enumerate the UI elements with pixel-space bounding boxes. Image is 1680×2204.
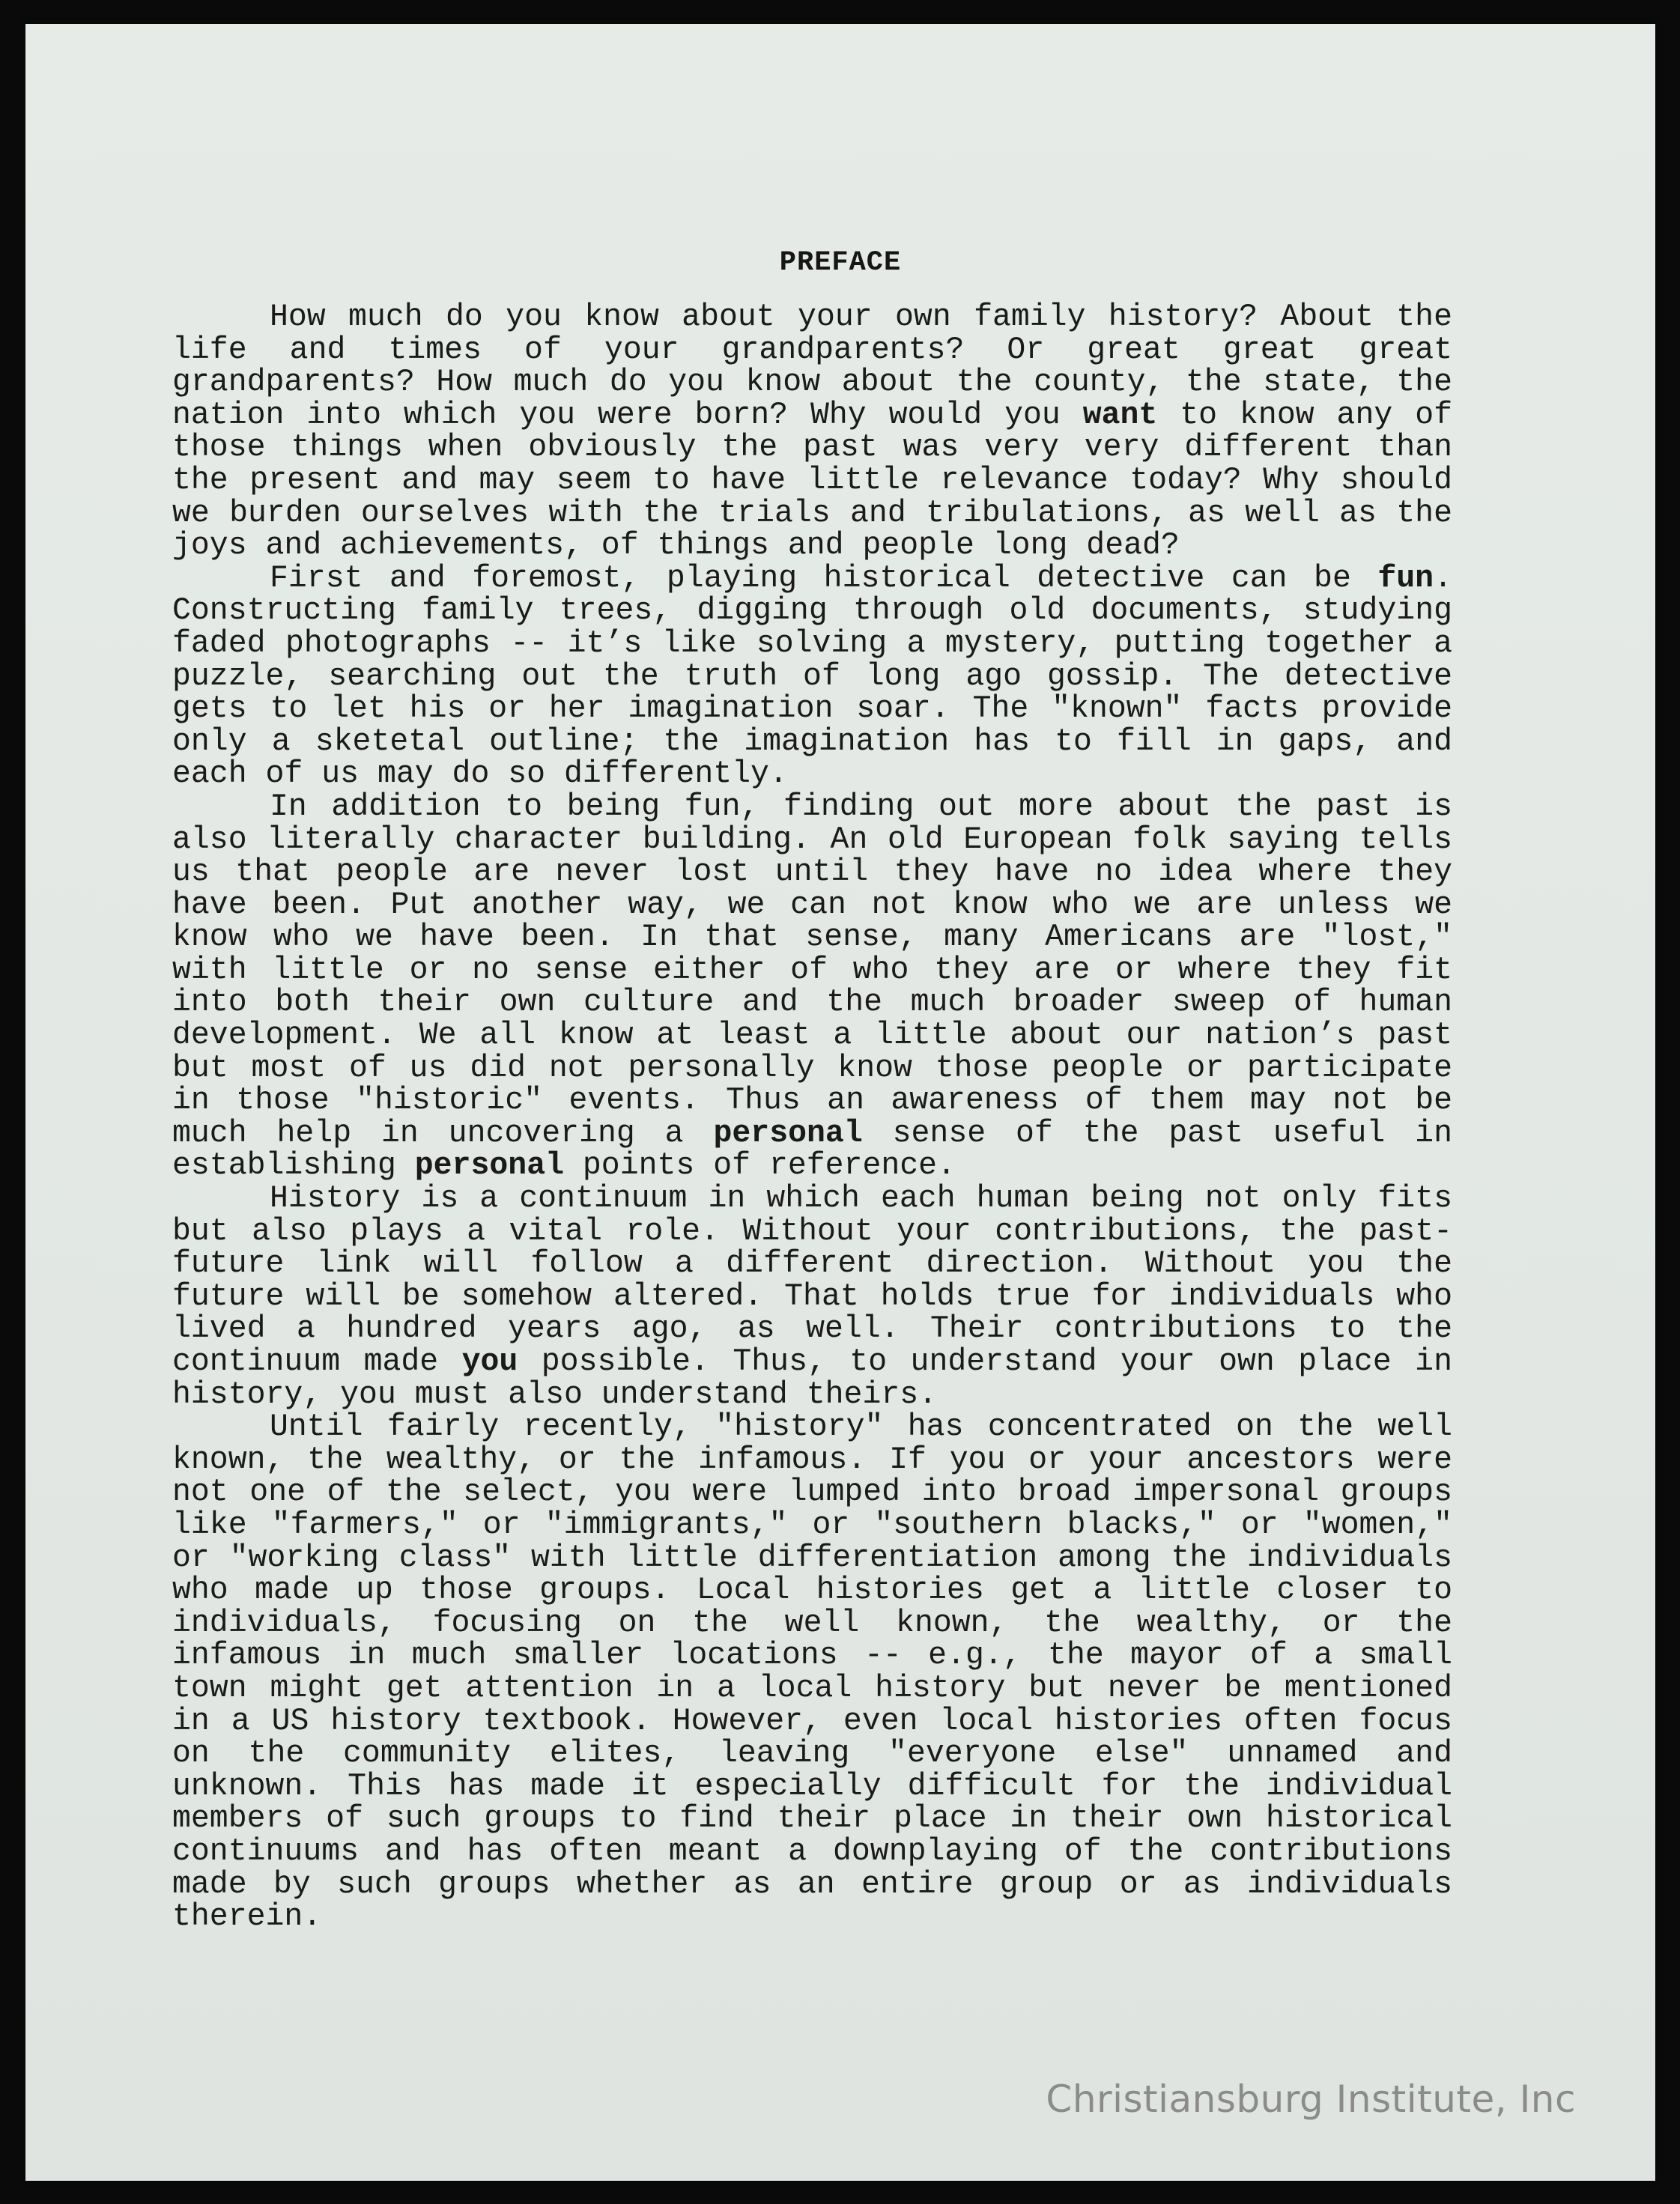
- watermark: Christiansburg Institute, Inc: [1046, 2077, 1576, 2121]
- paragraph: [172, 1411, 1452, 1934]
- page-title: PREFACE: [779, 247, 902, 279]
- paragraph-text: History is a continuum in which each human being not only fits but also plays a vital role. Without your contributions, the past-future link will follow a different direction. Without you the future will be somehow altered. That holds true for individuals who lived a hundred years ago, as well. Their contributions to the continuum made: [172, 1181, 1452, 1379]
- emphasis-text: fun: [1377, 560, 1434, 596]
- paragraph-text: First and foremost, playing historical detective can be: [270, 560, 1378, 596]
- paragraph: [172, 791, 1452, 1183]
- paragraph: [172, 562, 1452, 791]
- paragraph-text: to know any of those things when obviously the past was very very different than the present and may seem to have little relevance today? Why should we burden ourselves with the trials and tribulations, as well as the joys and achievements, of things and people long dead?: [172, 397, 1453, 564]
- emphasis-text: personal: [713, 1115, 863, 1151]
- emphasis-text: want: [1082, 397, 1158, 433]
- document-body: [172, 301, 1452, 1934]
- paragraph-text: points of reference.: [564, 1148, 956, 1184]
- paragraph-text: Until fairly recently, "history" has concentrated on the well known, the wealthy, or the infamous. If you or your ancestors were not one of the select, you were lumped into broad impersonal groups like "farmers," or "immigrants," or "southern blacks," or "women," or "working class" with little differentiation among the individuals who made up those groups. Local histories get a little closer to individuals, focusing on the well known, the wealthy, or the infamous in much smaller locations -- e.g., the mayor of a small town might get attention in a local history but never be mentioned in a US history textbook. However, even local histories often focus on the community elites, leaving "everyone else" unnamed and unknown. This has made it especially difficult for the individual members of such groups to find their place in their own historical continuums and has often meant a downplaying of the contributions made by such groups whether as an entire group or as individuals therein.: [172, 1409, 1452, 1935]
- paragraph-text: How much do you know about your own family history? About the life and times of your grandparents? Or great great great grandparents? How much do you know about the county, the state, the nation into which you were born? Why would you: [172, 300, 1452, 433]
- paragraph: [172, 301, 1452, 562]
- paragraph-text: . Constructing family trees, digging through old documents, studying faded photographs -- it’s like solving a mystery, putting together a puzzle, searching out the truth of long ago gossip. The detective gets to let his or her imagination soar. The "known" facts provide only a sketetal outline; the imagination has to fill in gaps, and each of us may do so differently.: [172, 560, 1452, 792]
- paragraph-text: In addition to being fun, finding out more about the past is also literally character building. An old European folk saying tells us that people are never lost until they have no idea where they have been. Put another way, we can not know who we are unless we know who we have been. In that sense, many Americans are "lost," with little or no sense either of who they are or where they fit into both their own culture and the much broader sweep of human development. We all know at least a little about our nation’s past but most of us did not personally know those people or participate in those "historic" events. Thus an awareness of them may not be much help in uncovering a: [172, 789, 1452, 1151]
- paragraph: [172, 1183, 1452, 1411]
- document-page: [25, 24, 1655, 2181]
- paragraph-text: sense of the past useful in establishing: [172, 1115, 1452, 1184]
- paragraph-text: possible. Thus, to understand your own place in history, you must also understand theirs.: [172, 1344, 1452, 1412]
- emphasis-text: personal: [414, 1148, 564, 1184]
- emphasis-text: you: [461, 1344, 518, 1379]
